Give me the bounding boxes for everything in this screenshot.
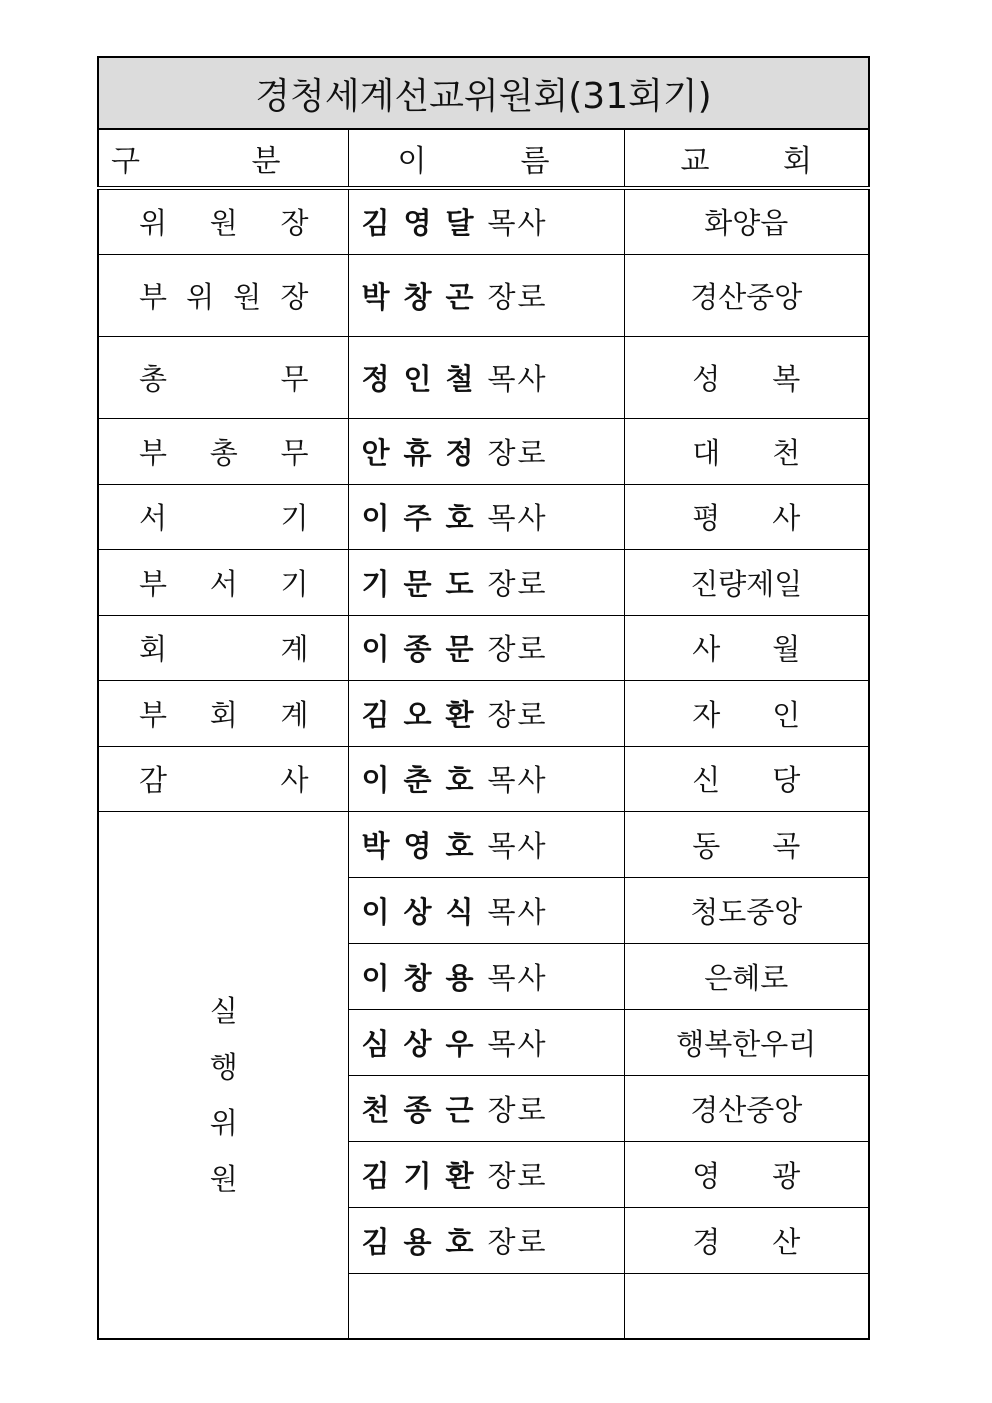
officer-row	[98, 418, 869, 484]
person-name: 박창곤	[361, 279, 488, 314]
person-name: 이상식	[361, 894, 488, 929]
person-title: 목사	[487, 828, 548, 863]
name-cell	[349, 615, 624, 680]
church-cell: 사월	[624, 615, 869, 680]
name-cell	[349, 811, 624, 877]
executive-role-cell: 실 행 위 원	[98, 811, 349, 1339]
officer-row	[98, 484, 869, 549]
person-title: 장로	[487, 279, 548, 314]
person-name: 김영달	[361, 206, 488, 241]
name-cell	[349, 549, 624, 615]
name-cell	[349, 418, 624, 484]
person-name: 김용호	[361, 1224, 488, 1259]
church-cell: 행복한우리	[624, 1009, 869, 1075]
officer-row	[98, 615, 869, 680]
person-title: 목사	[487, 206, 548, 241]
name-cell	[349, 1273, 624, 1339]
role-cell: 위 원 장	[98, 188, 349, 254]
name-cell	[349, 1009, 624, 1075]
role-cell: 부 회 계	[98, 680, 349, 746]
officer-row	[98, 746, 869, 811]
church-cell: 경산중앙	[624, 1075, 869, 1141]
person-name: 이주호	[361, 501, 488, 535]
name-cell	[349, 188, 624, 254]
name-cell	[349, 336, 624, 418]
person-title: 목사	[487, 1026, 548, 1061]
name-cell	[349, 254, 624, 336]
person-name: 기문도	[361, 566, 488, 601]
person-title: 장로	[487, 1158, 548, 1193]
header-name: 이 름	[349, 129, 624, 188]
name-cell	[349, 746, 624, 811]
person-name: 안휴정	[361, 435, 488, 470]
church-cell: 진량제일	[624, 549, 869, 615]
roster-table	[97, 56, 870, 1340]
church-cell: 화양읍	[624, 188, 869, 254]
person-name: 이창용	[361, 960, 488, 995]
person-name: 정인철	[361, 361, 488, 396]
church-cell: 평사	[624, 484, 869, 549]
name-cell	[349, 877, 624, 943]
person-name: 김오환	[361, 697, 488, 732]
role-cell: 회 계	[98, 615, 349, 680]
person-name: 천종근	[361, 1092, 488, 1127]
person-title: 장로	[487, 435, 548, 470]
church-cell: 영광	[624, 1141, 869, 1207]
name-cell	[349, 1207, 624, 1273]
person-title: 장로	[487, 1224, 548, 1259]
officer-row	[98, 188, 869, 254]
officer-row	[98, 336, 869, 418]
person-name: 이종문	[361, 632, 488, 666]
church-cell	[624, 1273, 869, 1339]
church-cell: 청도중앙	[624, 877, 869, 943]
name-cell	[349, 943, 624, 1009]
person-title: 장로	[487, 697, 548, 732]
person-name: 이춘호	[361, 763, 488, 797]
church-cell: 경산중앙	[624, 254, 869, 336]
person-name: 김기환	[361, 1158, 488, 1193]
table-title: 경청세계선교위원회(31회기)	[98, 57, 869, 129]
committee-roster	[97, 56, 870, 1340]
officer-row	[98, 549, 869, 615]
church-cell: 은혜로	[624, 943, 869, 1009]
name-cell	[349, 1141, 624, 1207]
church-cell: 동곡	[624, 811, 869, 877]
church-cell: 성복	[624, 336, 869, 418]
role-cell: 부 위 원 장	[98, 254, 349, 336]
executive-row	[98, 811, 869, 877]
role-cell: 부 총 무	[98, 418, 349, 484]
header-category: 구 분	[98, 129, 349, 188]
person-title: 목사	[487, 894, 548, 929]
person-name: 심상우	[361, 1026, 488, 1061]
person-title: 장로	[487, 1092, 548, 1127]
person-title: 목사	[487, 361, 548, 396]
name-cell	[349, 680, 624, 746]
church-cell: 대천	[624, 418, 869, 484]
person-title: 장로	[487, 566, 548, 601]
person-title: 목사	[487, 501, 548, 535]
role-cell: 부 서 기	[98, 549, 349, 615]
officer-row	[98, 254, 869, 336]
person-title: 목사	[487, 763, 548, 797]
church-cell: 자인	[624, 680, 869, 746]
church-cell: 신당	[624, 746, 869, 811]
person-title: 장로	[487, 632, 548, 666]
officer-row	[98, 680, 869, 746]
church-cell: 경산	[624, 1207, 869, 1273]
name-cell	[349, 1075, 624, 1141]
title-row	[98, 57, 869, 129]
person-title: 목사	[487, 960, 548, 995]
role-cell: 서 기	[98, 484, 349, 549]
person-name: 박영호	[361, 828, 488, 863]
role-cell: 감 사	[98, 746, 349, 811]
header-church: 교 회	[624, 129, 869, 188]
role-cell: 총 무	[98, 336, 349, 418]
header-row	[98, 129, 869, 188]
name-cell	[349, 484, 624, 549]
